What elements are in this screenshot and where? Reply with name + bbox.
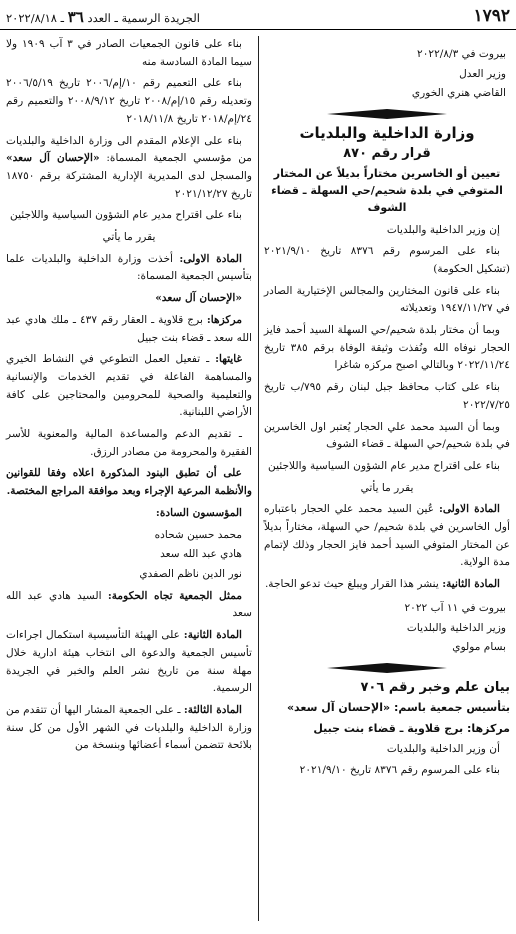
article-2 [6,627,252,698]
headquarters [6,312,252,347]
paragraph: أن وزير الداخلية والبلديات [386,742,500,755]
right-column [264,36,510,784]
article-label: المادة الاولى: [179,252,242,265]
notice-subtitle: بتأسيس جمعية باسم: «الإحسان آل سعد» [286,700,510,714]
page-header [0,0,516,30]
article-text: ـ على الجمعية المشار اليها أن تتقدم من وزارة الداخلية والبلديات في الشهر الأول من كل سنة بلائحة تتضمن أسماء أعضائها وبنسخة من [6,703,252,752]
sign-place-date: بيروت في ٢٠٢٢/٨/٣ [417,48,506,60]
paragraph: بناء على قانون الجمعيات الصادر في ٣ آب ١٩٠٩ ولا سيما المادة السادسة منه [6,38,252,68]
sign-title: وزير العدل [459,67,506,80]
paragraph: بناء على كتاب محافظ جبل لبنان رقم ٧٩٥/ب تاريخ ٢٠٢٢/٧/٢٥ [264,381,510,411]
paragraph [6,133,252,204]
column-separator [258,36,259,921]
decides-heading: يقرر ما يأتي [102,231,156,244]
article-text: على الهيئة التأسيسية استكمال اجراءات تأسيس الجمعية والدعوة الى انتخاب هيئة ادارية خلال مهلة سنة من تاريخ نشر العلم والخبر في الجريدة الرسمية. [6,629,252,695]
gazette-title [6,8,200,26]
article-label: المادة الثانية: [183,629,243,642]
notice-title: بيان علم وخبر رقم ٧٠٦ [360,679,510,695]
article-label: المادة الاولى: [438,503,500,516]
sign-title: وزير الداخلية والبلديات [406,621,506,634]
rep-text: السيد هادي عبد الله سعد [6,589,252,620]
issue-number: ٣٦ [67,8,84,26]
ministry-heading: وزارة الداخلية والبلديات [299,124,475,143]
paragraph: إن وزير الداخلية والبلديات [386,223,500,236]
article-label: المادة الثانية: [442,578,500,591]
association-name: «الإحسان آل سعد» [155,292,242,305]
founder-name: نور الدين ناظم الصفدي [139,567,242,580]
paragraph-text: والمسجل لدى المديرية الإدارية المشتركة برقم ١٨٧٥٠ تاريخ ٢٠٢١/١٢/٢٧ [6,169,252,200]
decides-heading: يقرر ما يأتي [360,481,414,494]
article-text: ينشر هذا القرار ويبلغ حيث تدعو الحاجة. [264,578,439,591]
sign-place-date: بيروت في ١١ آب ٢٠٢٢ [404,601,506,614]
paragraph-text: بناء على الإعلام المقدم الى وزارة الداخلية والبلديات من مؤسسي الجمعية المسماة: [6,134,252,165]
section-divider [327,109,447,119]
signature-block-interior [264,600,510,657]
issue-date: ـ ٢٠٢٢/٨/١٨ [6,11,65,25]
association-name: «الإحسان آل سعد» [6,152,100,165]
left-column [6,36,252,759]
paragraph: بناء على التعميم رقم ١٠/إم/٢٠٠٦ تاريخ ٢٠٠٦/٥/١٩ وتعديله رقم ١٥/إم/٢٠٠٨ تاريخ ٢٠٠٨/٩/١٢ والتعميم رقم ٢٤/إم/٢٠١٨ تاريخ ٢٠١٨/١١/٨ [6,77,252,125]
section-divider [327,663,447,673]
condition: على أن تطبق البنود المذكورة اعلاه وفقا للقوانين والأنظمة المرعية الإجراء وبعد موافقة المراجع المختصة. [6,467,252,498]
notice-hq: مركزها: برج قلاوية ـ قضاء بنت جبيل [313,721,510,735]
founder-name: محمد حسين شحاده [154,528,242,541]
paragraph: وبما أن السيد محمد علي الحجار يُعتبر اول الخاسرين في بلدة شحيم/حي السهلة ـ قضاء الشوف [264,420,510,451]
signature-block-justice [264,46,510,103]
gazette-name: الجريدة الرسمية ـ العدد [87,11,200,25]
paragraph: بناء على قانون المختارين والمجالس الإختيارية الصادر في ١٩٤٧/١١/٢٧ وتعديلاته [264,284,510,315]
paragraph: بناء على اقتراح مدير عام الشؤون السياسية واللاجئين [10,209,242,222]
goals-label: غايتها: [215,353,242,366]
decision-title: قرار رقم ٨٧٠ [343,145,431,161]
hq-text: برج قلاوية ـ العقار رقم ٤٣٧ ـ ملك هادي عبد الله سعد ـ قضاء بنت جبيل [6,313,252,344]
goals-2: ـ تقديم الدعم والمساعدة المالية والمعنوية للأسر الفقيرة والمحرومة من مصادر الرزق. [6,428,252,458]
article-text: أخذت وزارة الداخلية والبلديات علما بتأسيس الجمعية المسماة: [6,252,252,283]
page-number: ١٧٩٢ [473,6,510,26]
paragraph: بناء على اقتراح مدير عام الشؤون السياسية واللاجئين [268,459,500,472]
article-text: عُين السيد محمد علي الحجار باعتباره أول الخاسرين في بلدة شحيم/ حي السهلة، مختاراً بديلاً عن المختار المتوفي السيد أحمد فايز الحجار وذلك لإتمام مدة الولاية. [264,503,510,569]
article-2 [264,576,510,594]
sign-name: القاضي هنري الخوري [411,87,506,100]
founders-label: المؤسسون السادة: [155,506,242,519]
goals [6,351,252,422]
paragraph: وبما أن مختار بلدة شحيم/حي السهلة السيد أحمد فايز الحجار نوفاه الله ونُفذت وثيقة الوفاة برقم ٣٨٥ تاريخ ٢٠٢٢/١١/٢٤ وبالتالي اصبح مركزه شاغرا [264,324,510,372]
article-1 [6,251,252,286]
article-3 [6,702,252,755]
hq-label: مركزها: [206,313,242,326]
decision-subject: تعيين أو الخاسرين مختاراً بديلاً عن المختار المتوفي في بلدة شحيم/حي السهلة ـ قضاء الشوف [271,166,503,214]
article-1 [264,501,510,572]
sign-name: بسام مولوي [452,641,506,654]
article-label: المادة الثالثة: [183,703,242,716]
rep-label: ممثل الجمعية تجاه الحكومة: [107,589,243,602]
government-representative [6,588,252,623]
founder-name: هادي عبد الله سعد [160,548,242,561]
paragraph: بناء على المرسوم رقم ٨٣٧٦ تاريخ ٢٠٢١/٩/١٠ [299,764,500,777]
goals-text: ـ تفعيل العمل التطوعي في النشاط الخيري والمساهمة الفاعلة في تقديم الخدمات والإنسانية والتعليمية والصحية للمحرومين والمحتاجين على كافة الأراضي اللبنانية. [6,353,252,419]
paragraph: بناء على المرسوم رقم ٨٣٧٦ تاريخ ٢٠٢١/٩/١٠ (تشكيل الحكومة) [264,245,510,275]
